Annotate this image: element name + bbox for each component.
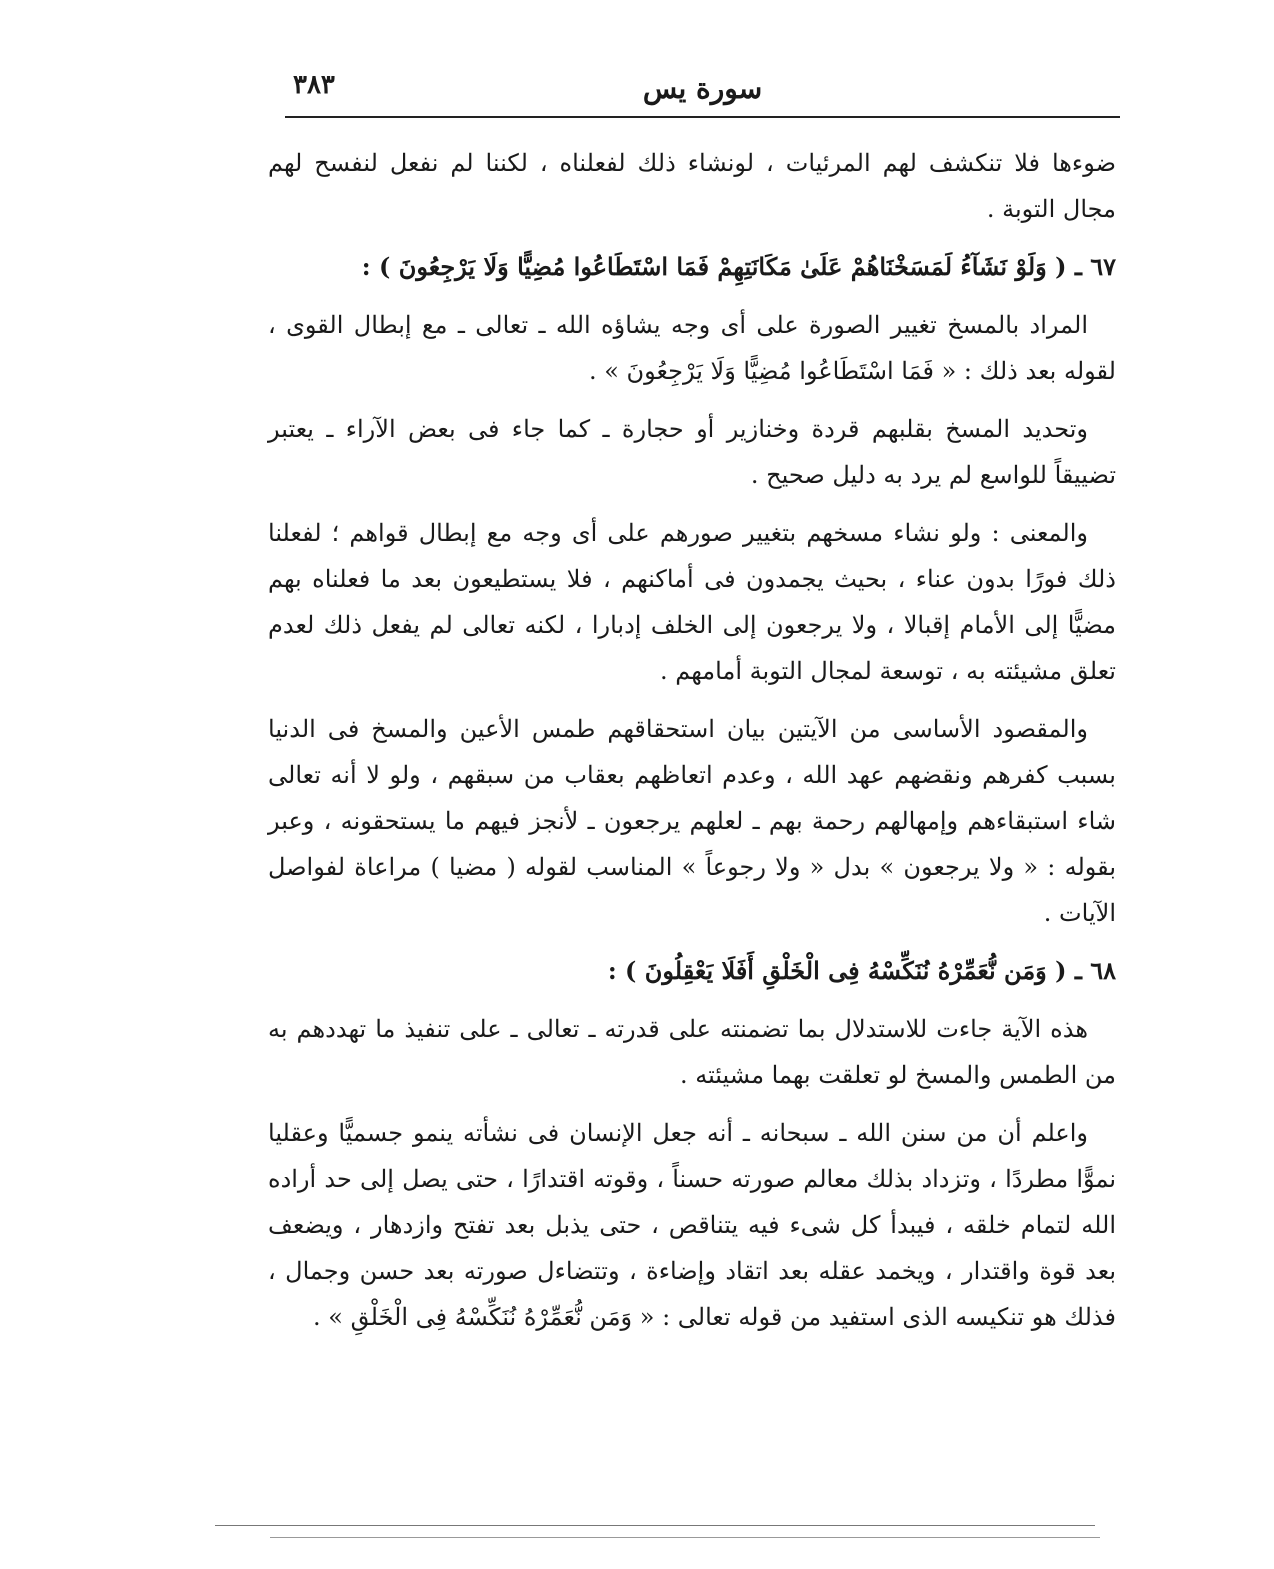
header-divider — [285, 116, 1120, 118]
paragraph: هذه الآية جاءت للاستدلال بما تضمنته على قدرته ـ تعالى ـ على تنفيذ ما تهددهم به من الطمس والمسخ لو تعلقت بهما مشيئته . — [268, 1015, 1116, 1089]
surah-title: سورة يس — [642, 72, 763, 105]
page-number: ٣٨٣ — [293, 70, 335, 100]
paragraph: وتحديد المسخ بقلبهم قردة وخنازير أو حجارة ـ كما جاء فى بعض الآراء ـ يعتبر تضييقاً للواسع لم يرد به دليل صحيح . — [268, 415, 1116, 489]
paragraph: واعلم أن من سنن الله ـ سبحانه ـ أنه جعل الإنسان فى نشأته ينمو جسميًّا وعقليا نموًّا مطردًا ، وتزداد بذلك معالم صورته حسناً ، وقوته اقتدارًا ، حتى يصل إلى حد أراده الله لتمام خلقه ، فيبدأ كل شىء فيه يتناقص ، حتى يذبل بعد تفتح وازدهار ، ويضعف بعد قوة واقتدار ، ويخمد عقله بعد اتقاد وإضاءة ، وتتضاءل صورته بعد حسن وجمال ، فذلك هو تنكيسه الذى استفيد من قوله تعالى : « وَمَن نُّعَمِّرْهُ نُنَكِّسْهُ فِى الْخَلْقِ » . — [268, 1119, 1116, 1331]
scan-edge-line — [215, 1525, 1095, 1526]
paragraph: المراد بالمسخ تغيير الصورة على أى وجه يشاؤه الله ـ تعالى ـ مع إبطال القوى ، لقوله بعد ذلك : « فَمَا اسْتَطَاعُوا مُضِيًّا وَلَا يَرْجِعُونَ » . — [268, 311, 1116, 385]
page-header — [285, 66, 1120, 116]
verse-heading-68: ٦٨ ـ ( وَمَن نُّعَمِّرْهُ نُنَكِّسْهُ فِى الْخَلْقِ أَفَلَا يَعْقِلُونَ ) : — [607, 956, 1116, 985]
scan-edge-line — [270, 1537, 1100, 1538]
page-body — [268, 140, 1116, 1352]
paragraph: والمقصود الأساسى من الآيتين بيان استحقاقهم طمس الأعين والمسخ فى الدنيا بسبب كفرهم ونقضهم عهد الله ، وعدم اتعاظهم بعقاب من سبقهم ، ولو لا أنه تعالى شاء استبقاءهم وإمهالهم رحمة بهم ـ لعلهم يرجعون ـ لأنجز فيهم ما يستحقونه ، وعبر بقوله : « ولا يرجعون » بدل « ولا رجوعاً » المناسب لقوله ( مضيا ) مراعاة لفواصل الآيات . — [268, 715, 1116, 927]
paragraph: ضوءها فلا تنكشف لهم المرئيات ، لونشاء ذلك لفعلناه ، لكننا لم نفعل لنفسح لهم مجال التوبة . — [268, 149, 1116, 223]
verse-heading-67: ٦٧ ـ ( وَلَوْ نَشَآءُ لَمَسَخْنَاهُمْ عَلَىٰ مَكَانَتِهِمْ فَمَا اسْتَطَاعُوا مُضِيًّا وَلَا يَرْجِعُونَ ) : — [361, 252, 1116, 281]
paragraph: والمعنى : ولو نشاء مسخهم بتغيير صورهم على أى وجه مع إبطال قواهم ؛ لفعلنا ذلك فورًا بدون عناء ، بحيث يجمدون فى أماكنهم ، فلا يستطيعون بعد ما فعلناه بهم مضيًّا إلى الأمام إقبالا ، ولا يرجعون إلى الخلف إدبارا ، لكنه تعالى لم يفعل ذلك لعدم تعلق مشيئته به ، توسعة لمجال التوبة أمامهم . — [268, 519, 1116, 685]
